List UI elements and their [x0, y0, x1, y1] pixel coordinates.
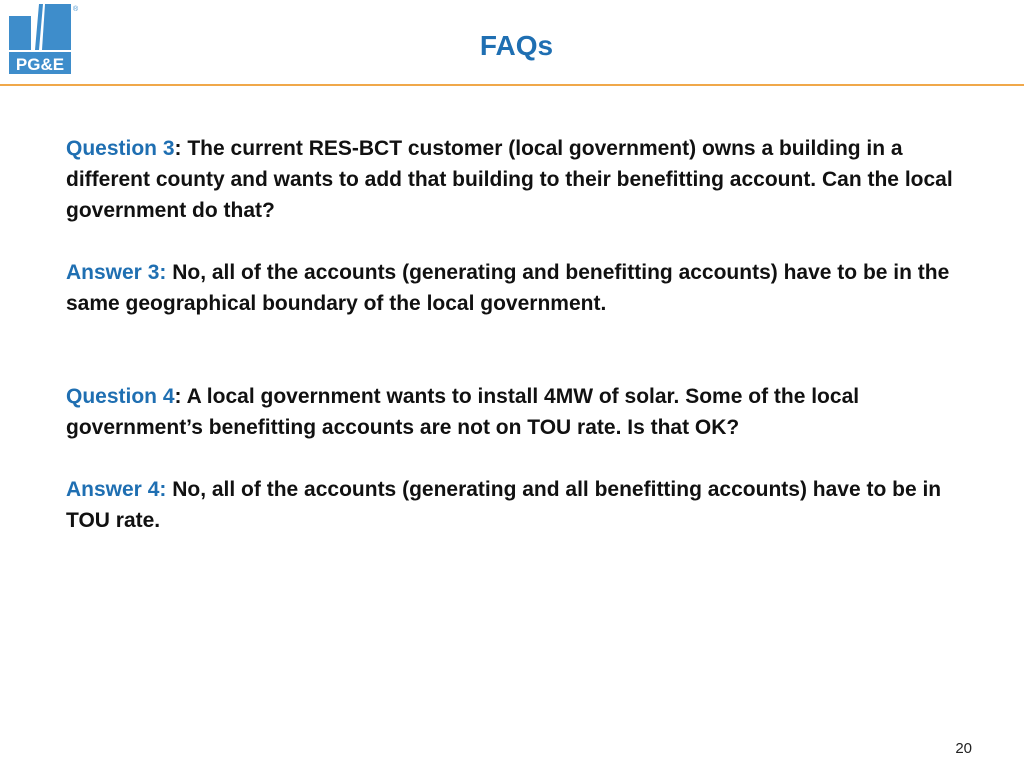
spacer [66, 443, 966, 474]
question-text: : The current RES-BCT customer (local government) owns a building in a different county and wants to add that building to their benefitting account. Can the local government do that? [66, 137, 953, 222]
question-label: Question 4 [66, 385, 175, 408]
faq-question [66, 381, 966, 443]
registered-mark: ® [73, 6, 79, 13]
faq-answer [66, 474, 966, 536]
question-text: : A local government wants to install 4MW of solar. Some of the local government’s benefitting accounts are not on TOU rate. Is that OK? [66, 385, 860, 439]
logo-text: PG&E [15, 55, 65, 74]
slide-title: FAQs [479, 30, 554, 61]
page-number: 20 [955, 740, 972, 757]
question-label: Question 3 [66, 137, 175, 160]
spacer [66, 226, 966, 257]
faq-question [66, 133, 966, 226]
faq-answer [66, 257, 966, 319]
answer-text: No, all of the accounts (generating and benefitting accounts) have to be in the same geographical boundary of the local government. [66, 261, 950, 315]
answer-label: Answer 3: [66, 261, 167, 284]
answer-label: Answer 4: [66, 478, 167, 501]
faq-content [66, 133, 966, 536]
header-divider [0, 84, 1024, 86]
spacer [66, 319, 966, 381]
answer-text: No, all of the accounts (generating and all benefitting accounts) have to be in TOU rate. [66, 478, 942, 532]
